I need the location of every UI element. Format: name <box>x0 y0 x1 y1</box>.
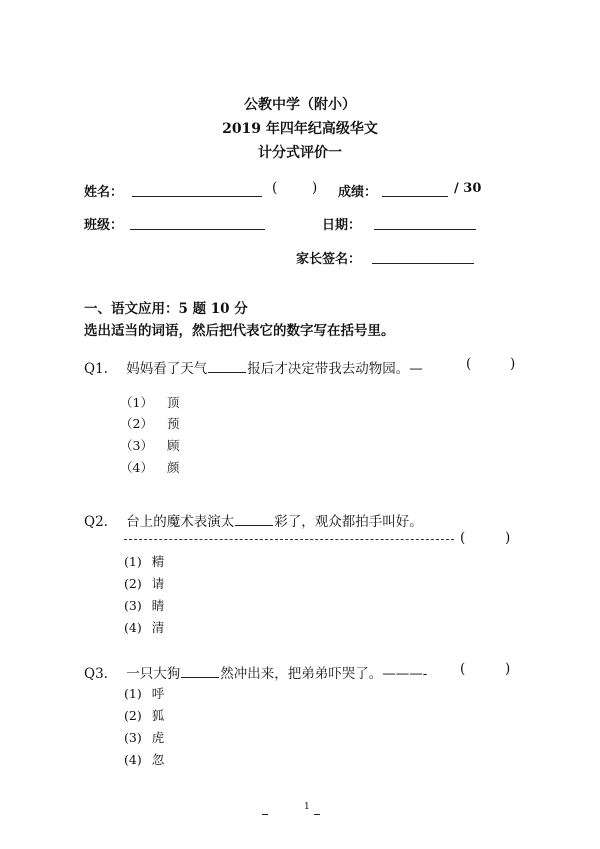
option-text: 预 <box>166 416 180 431</box>
name-field[interactable] <box>132 196 262 197</box>
school-name: 公教中学（附小） <box>244 97 356 113</box>
option-number: (4) <box>124 620 142 635</box>
class-number-paren-close: ) <box>312 180 318 196</box>
question-number: Q3. <box>84 666 108 682</box>
date-label: 日期： <box>322 218 362 233</box>
answer-paren-open: ( <box>460 661 466 677</box>
answer-paren-open: ( <box>460 530 466 546</box>
option-item <box>120 393 179 411</box>
option-item <box>124 596 164 614</box>
option-item <box>120 414 179 432</box>
footer-mark-right <box>314 814 320 815</box>
parent-signature-label: 家长签名： <box>296 252 362 267</box>
section-heading: 一、语文应用：5 题 10 分 <box>84 301 248 317</box>
option-number: （1） <box>120 395 153 410</box>
question-text-before: 台上的魔术表演太 <box>126 514 235 530</box>
option-text: 睛 <box>151 598 165 613</box>
answer-blank <box>235 513 273 526</box>
answer-paren-close: ) <box>505 530 511 546</box>
option-number: （4） <box>120 460 153 475</box>
option-text: 精 <box>151 554 165 569</box>
question-text-after: 彩了，观众都拍手叫好。 <box>274 514 423 530</box>
question-3 <box>84 662 427 682</box>
name-label: 姓名： <box>84 185 124 200</box>
option-item <box>124 728 164 746</box>
score-field[interactable] <box>382 196 448 197</box>
option-number: (3) <box>124 730 142 745</box>
answer-blank <box>208 360 246 373</box>
option-text: 颜 <box>166 460 180 475</box>
option-text: 呼 <box>151 686 165 701</box>
option-item <box>120 458 179 476</box>
option-text: 清 <box>151 620 165 635</box>
class-number-paren-open: ( <box>272 180 278 196</box>
exam-subtitle: 计分式评价一 <box>258 145 342 161</box>
option-text: 忽 <box>151 752 165 767</box>
class-label: 班级： <box>84 218 124 233</box>
option-item <box>124 684 164 702</box>
answer-paren-close: ) <box>510 356 516 372</box>
question-text-after: 然冲出来，把弟弟吓哭了。———- <box>220 666 428 682</box>
option-item <box>124 750 164 768</box>
exam-title: 2019 年四年纪高级华文 <box>222 121 378 137</box>
footer-mark-left <box>262 814 268 815</box>
page-number: 1 <box>304 802 310 812</box>
option-number: (1) <box>124 554 142 569</box>
question-text-after: 报后才决定带我去动物园。— <box>247 361 423 377</box>
option-text: 虎 <box>151 730 165 745</box>
answer-paren-open: ( <box>466 356 472 372</box>
answer-blank <box>181 665 219 678</box>
parent-signature-field[interactable] <box>372 263 474 264</box>
option-item <box>120 436 179 454</box>
option-number: （3） <box>120 438 153 453</box>
date-field[interactable] <box>374 229 476 230</box>
option-text: 顾 <box>166 438 180 453</box>
answer-paren-close: ) <box>505 661 511 677</box>
option-item <box>124 706 164 724</box>
option-number: （2） <box>120 416 153 431</box>
option-item <box>124 552 164 570</box>
question-text-before: 妈妈看了天气 <box>126 361 208 377</box>
class-field[interactable] <box>130 229 265 230</box>
score-label: 成绩： <box>338 185 378 200</box>
option-number: (1) <box>124 686 142 701</box>
option-number: (2) <box>124 708 142 723</box>
leader-dashes <box>124 539 454 540</box>
option-number: (4) <box>124 752 142 767</box>
section-instruction: 选出适当的词语，然后把代表它的数字写在括号里。 <box>84 323 395 339</box>
option-text: 请 <box>151 576 165 591</box>
option-text: 顶 <box>166 395 180 410</box>
question-1 <box>84 357 423 377</box>
question-number: Q1. <box>84 361 108 377</box>
option-number: (3) <box>124 598 142 613</box>
score-total: / 30 <box>454 181 482 196</box>
question-2 <box>84 510 423 530</box>
question-number: Q2. <box>84 514 108 530</box>
option-number: (2) <box>124 576 142 591</box>
option-item <box>124 574 164 592</box>
option-item <box>124 618 164 636</box>
option-text: 狐 <box>151 708 165 723</box>
question-text-before: 一只大狗 <box>126 666 181 682</box>
